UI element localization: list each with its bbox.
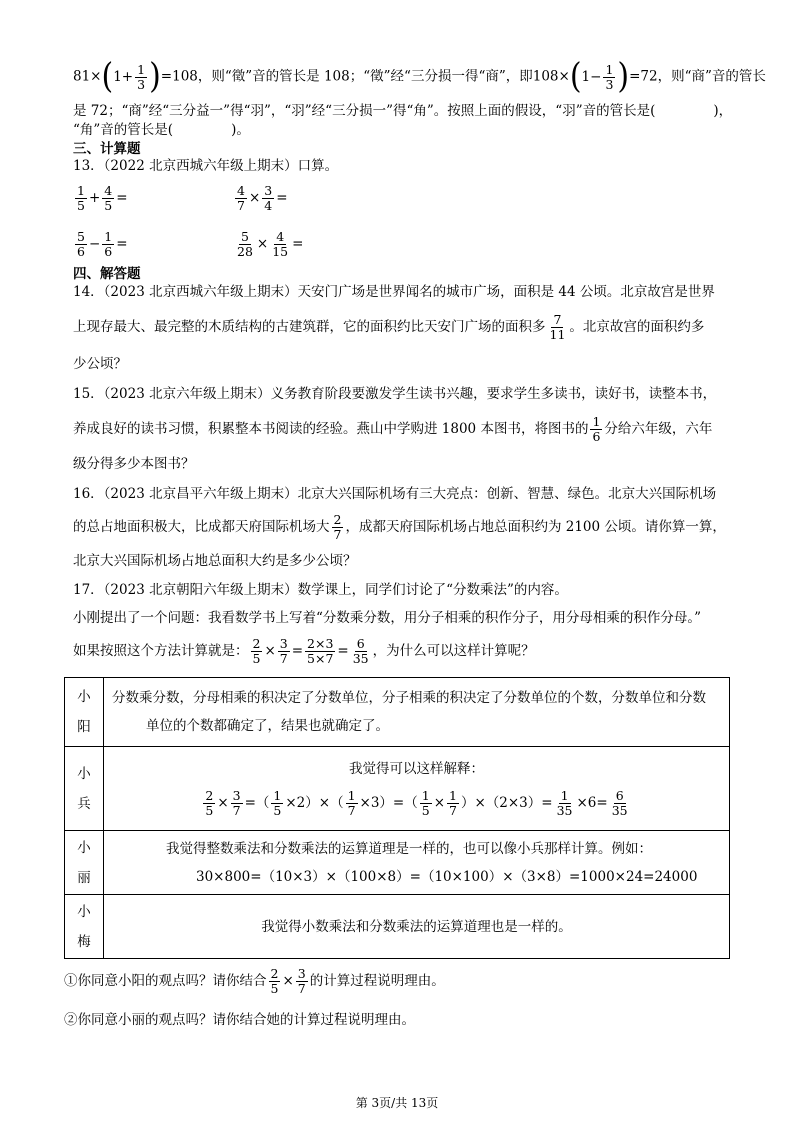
content-cell-xiaoyang: 分数乘分数，分母相乘的积决定了分数单位，分子相乘的积决定了分数单位的个数，分数单位和分数 单位的个数都确定了，结果也就确定了。 bbox=[104, 678, 730, 747]
q13-stem: 13．（2022 北京西城六年级上期末）口算。 bbox=[73, 158, 339, 174]
q16-line-2: 的总占地面积极大，比成都天府国际机场大 $\frac{2}{7}$ ，成都天府国际机场占地总面积约为 2100 公顷。请你算一算， bbox=[73, 512, 726, 542]
xiaobing-expression: $\frac{2}{5}$ × $\frac{3}{7}$ =（ $\frac{1}{5}$ ×2）×（ $\frac{1}{7}$ ×3）=（ $\frac{1}{5}$ × $\frac{1}{7}$ ）×（2×3）= $\frac{1}{35}$ ×6= $\frac{6}{35}$ bbox=[205, 787, 628, 818]
name-cell-xiaomei: 小 梅 bbox=[65, 895, 104, 959]
q14-line-1: 14．（2023 北京西城六年级上期末）天安门广场是世界闻名的城市广场，面积是 44 公顷。北京故宫是世界 bbox=[73, 284, 715, 300]
q13-item-2: $\frac{4}{7}$ × $\frac{3}{4}$ = bbox=[237, 183, 288, 213]
q15-line-3: 级分得多少本图书？ bbox=[73, 456, 195, 472]
q16-line-3: 北京大兴国际机场占地总面积大约是多少公顷？ bbox=[73, 553, 357, 569]
table-row-xiaomei bbox=[65, 895, 730, 959]
content-cell-xiaomei: 我觉得小数乘法和分数乘法的运算道理也是一样的。 bbox=[104, 895, 730, 959]
q12-line-2: 是 72；“商”经“三分益一”得“羽”，“羽”经“三分损一”得“角”。按照上面的假设，“羽”音的管长是( )， bbox=[73, 103, 733, 119]
viewpoints-table bbox=[64, 677, 730, 959]
q17-line-1: 17．（2023 北京朝阳六年级上期末）数学课上，同学们讨论了“分数乘法”的内容。 bbox=[73, 582, 568, 598]
q15-line-1: 15．（2023 北京六年级上期末）义务教育阶段要激发学生读书兴趣，要求学生多读书，读好书，读整本书， bbox=[73, 386, 717, 402]
q17-line-3: 如果按照这个方法计算就是： $\frac{2}{5}$ × $\frac{3}{7}$ = $\frac{2\times 3}{5\times 7}$ = $\frac{6}{35}$ ，为什么可以这样计算呢？ bbox=[73, 636, 535, 666]
q12-line-3: “角”音的管长是( )。 bbox=[73, 122, 250, 138]
q13-item-3: $\frac{5}{6}$ − $\frac{1}{6}$ = bbox=[77, 229, 128, 259]
name-cell-xiaobing: 小 兵 bbox=[65, 747, 104, 831]
name-cell-xiaoli: 小 丽 bbox=[65, 831, 104, 895]
q13-item-1: $\frac{1}{5}$ + $\frac{4}{5}$ = bbox=[77, 183, 128, 213]
page-footer: 第 3页/共 13页 bbox=[355, 1096, 439, 1110]
section-4-title: 四、解答题 bbox=[73, 266, 141, 282]
content-cell-xiaoli: 我觉得整数乘法和分数乘法的运算道理是一样的，也可以像小兵那样计算。例如： 30×800=（10×3）×（100×8）=（10×100）×（3×8）=1000×24=24000 bbox=[104, 831, 730, 895]
q14-line-3: 少公顷？ bbox=[73, 356, 127, 372]
q17-sub-2: ②你同意小丽的观点吗？请你结合她的计算过程说明理由。 bbox=[64, 1012, 415, 1028]
table-row-xiaobing bbox=[65, 747, 730, 831]
q16-line-1: 16．（2023 北京昌平六年级上期末）北京大兴国际机场有三大亮点：创新、智慧、绿色。北京大兴国际机场 bbox=[73, 486, 717, 502]
q15-line-2: 养成良好的读书习惯，积累整本书阅读的经验。燕山中学购进 1800 本图书，将图书的 $\frac{1}{6}$ 分给六年级，六年 bbox=[73, 414, 713, 444]
q13-item-4: $\frac{5}{28}$ × $\frac{4}{15}$ = bbox=[237, 229, 304, 259]
table-row-xiaoyang bbox=[65, 678, 730, 747]
section-3-title: 三、计算题 bbox=[73, 141, 141, 157]
content-cell-xiaobing: 我觉得可以这样解释： $\frac{2}{5}$ × $\frac{3}{7}$ =（ $\frac{1}{5}$ ×2）×（ $\frac{1}{7}$ ×3）=（ $\frac{1}{5}$ × $\frac{1}{7}$ ）×（2×3）= $\frac{1}{35}$ ×6= $\frac{6}{35}$ bbox=[104, 747, 730, 831]
q17-sub-1: ①你同意小阳的观点吗？请你结合 $\frac{2}{5}$ × $\frac{3}{7}$ 的计算过程说明理由。 bbox=[64, 966, 445, 996]
name-cell-xiaoyang: 小 阳 bbox=[65, 678, 104, 747]
table-row-xiaoli bbox=[65, 831, 730, 895]
q12-line-1: 81× ( 1+ $\frac{1}{3}$ ) =108，则“徵”音的管长是 108；“徵”经“三分损一得“商”，即108× ( 1− $\frac{1}{3}$ ) =72，则“商”音的管长 bbox=[73, 56, 766, 97]
q14-line-2: 上现存最大、最完整的木质结构的古建筑群，它的面积约比天安门广场的面积多 $\frac{7}{11}$ 。北京故宫的面积约多 bbox=[73, 312, 705, 342]
q17-line-2: 小刚提出了一个问题：我看数学书上写着“分数乘分数，用分子相乘的积作分子，用分母相乘的积作分母。” bbox=[73, 610, 702, 626]
